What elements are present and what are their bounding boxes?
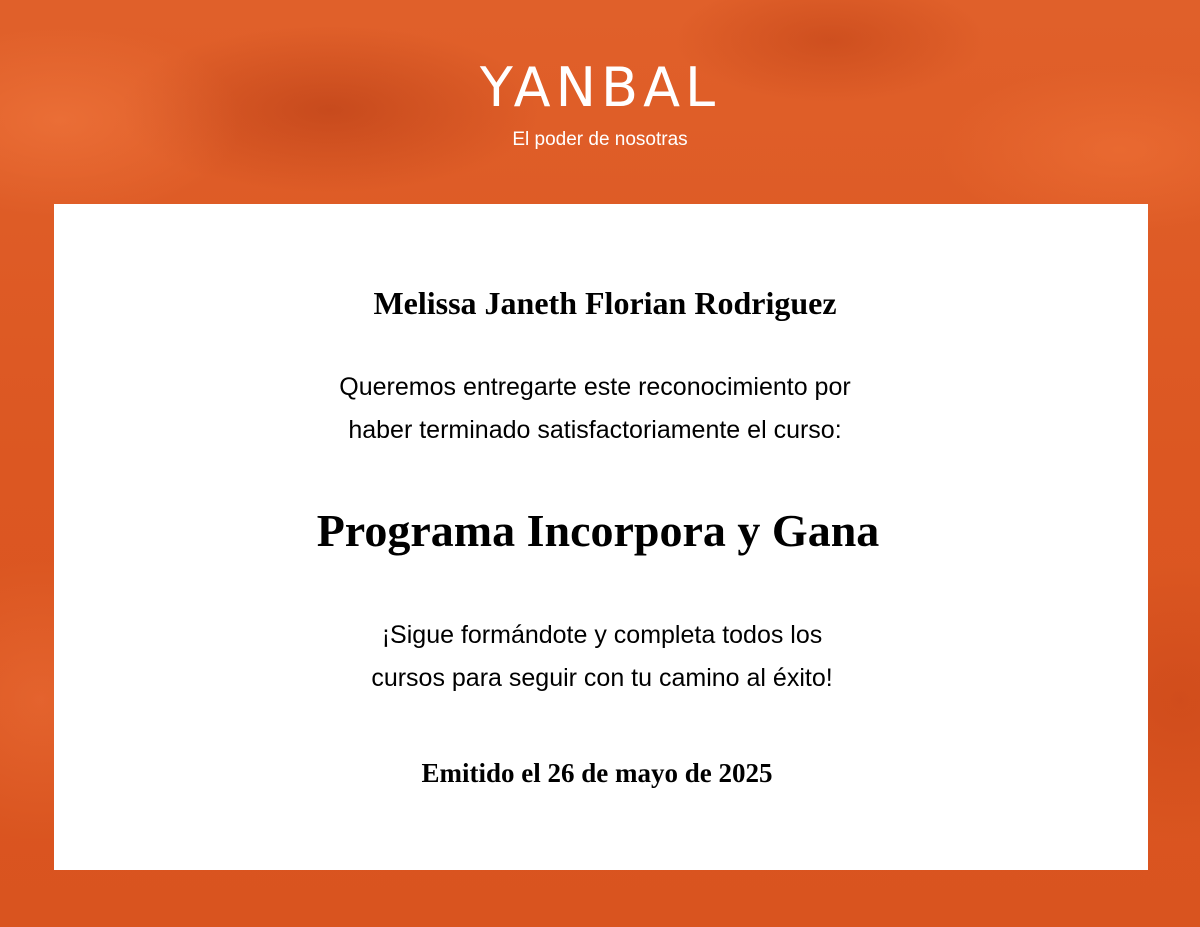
encouragement-message-line: cursos para seguir con tu camino al éxito! bbox=[371, 664, 833, 692]
issue-date: Emitido el 26 de mayo de 2025 bbox=[421, 758, 773, 788]
course-title: Programa Incorpora y Gana bbox=[316, 505, 880, 556]
recognition-message-line: haber terminado satisfactoriamente el curso: bbox=[348, 416, 842, 444]
recognition-message bbox=[0, 366, 1190, 452]
encouragement-message bbox=[0, 614, 1200, 700]
brand-tagline: El poder de nosotras bbox=[512, 129, 688, 150]
encouragement-message-line: ¡Sigue formándote y completa todos los bbox=[381, 621, 823, 649]
yanbal-logo: YANBAL bbox=[479, 56, 721, 119]
recipient-name: Melissa Janeth Florian Rodriguez bbox=[373, 285, 837, 321]
recognition-message-line: Queremos entregarte este reconocimiento por bbox=[339, 373, 851, 401]
